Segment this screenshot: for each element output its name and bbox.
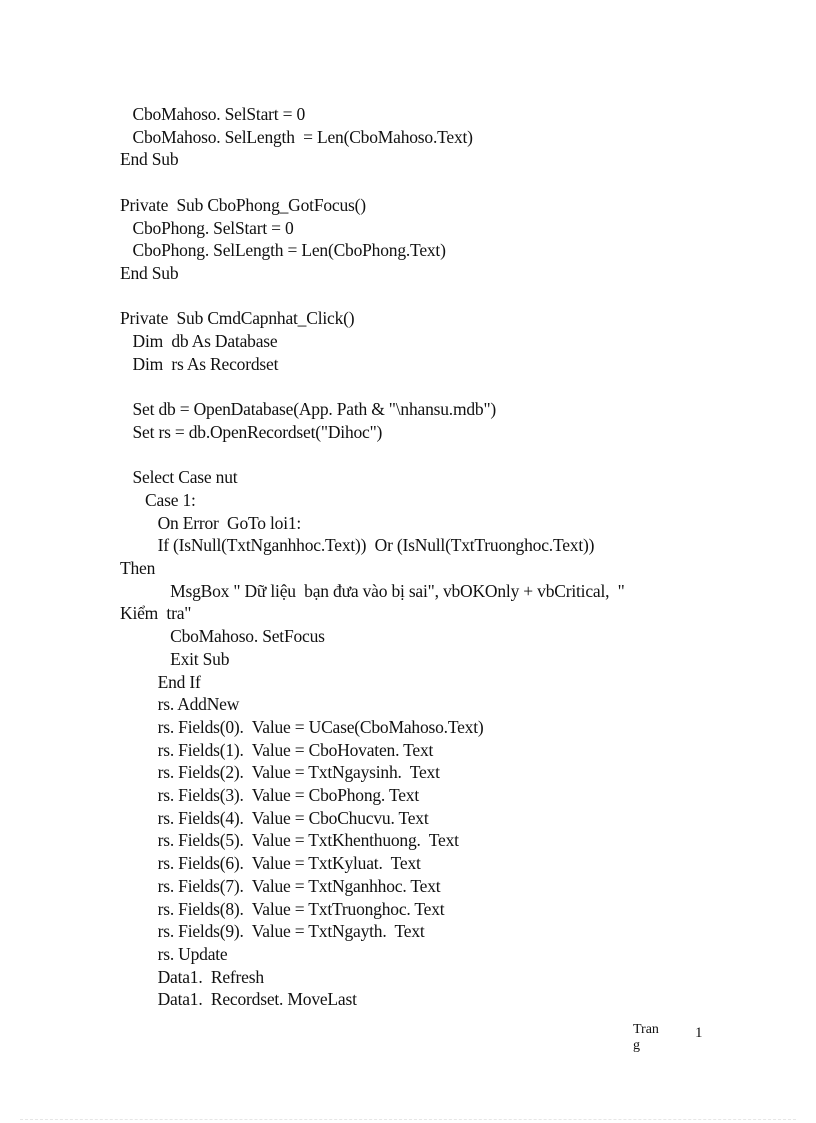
code-line: rs. Update bbox=[120, 944, 228, 964]
code-line: Private Sub CboPhong_GotFocus() bbox=[120, 195, 366, 215]
code-line: CboMahoso. SetFocus bbox=[120, 626, 325, 646]
page-bottom-divider bbox=[20, 1119, 796, 1120]
code-line: rs. Fields(1). Value = CboHovaten. Text bbox=[120, 740, 434, 760]
code-line: Exit Sub bbox=[120, 649, 230, 669]
code-line: rs. Fields(0). Value = UCase(CboMahoso.Text) bbox=[120, 717, 484, 737]
code-line: CboPhong. SelStart = 0 bbox=[120, 218, 294, 238]
code-line: If (IsNull(TxtNganhhoc.Text)) Or (IsNull(TxtTruonghoc.Text)) bbox=[120, 535, 595, 555]
footer-page-label: Trang bbox=[633, 1022, 659, 1053]
code-line: Dim rs As Recordset bbox=[120, 354, 279, 374]
code-line: rs. Fields(9). Value = TxtNgayth. Text bbox=[120, 921, 425, 941]
code-line: CboMahoso. SelLength = Len(CboMahoso.Text) bbox=[120, 127, 473, 147]
footer-page-number: 1 bbox=[695, 1025, 703, 1041]
code-line: Data1. Recordset. MoveLast bbox=[120, 989, 357, 1009]
code-line: Then bbox=[120, 558, 156, 578]
code-line: CboMahoso. SelStart = 0 bbox=[120, 104, 306, 124]
code-line: rs. Fields(3). Value = CboPhong. Text bbox=[120, 785, 420, 805]
code-line: rs. Fields(4). Value = CboChucvu. Text bbox=[120, 808, 429, 828]
code-line: Set db = OpenDatabase(App. Path & "\nhansu.mdb") bbox=[120, 399, 497, 419]
code-line: MsgBox " Dữ liệu bạn đưa vào bị sai", vbOKOnly + vbCritical, " bbox=[120, 581, 625, 601]
code-line: Case 1: bbox=[120, 490, 196, 510]
code-line: End Sub bbox=[120, 149, 179, 169]
code-line: rs. Fields(6). Value = TxtKyluat. Text bbox=[120, 853, 421, 873]
code-line: Set rs = db.OpenRecordset("Dihoc") bbox=[120, 422, 383, 442]
code-line: Dim db As Database bbox=[120, 331, 278, 351]
code-line: On Error GoTo loi1: bbox=[120, 513, 302, 533]
code-line: Private Sub CmdCapnhat_Click() bbox=[120, 308, 355, 328]
code-line: Data1. Refresh bbox=[120, 967, 264, 987]
code-line: End If bbox=[120, 672, 201, 692]
code-line: rs. Fields(7). Value = TxtNganhhoc. Text bbox=[120, 876, 441, 896]
code-line: CboPhong. SelLength = Len(CboPhong.Text) bbox=[120, 240, 446, 260]
code-line: rs. Fields(8). Value = TxtTruonghoc. Text bbox=[120, 899, 445, 919]
code-line: rs. Fields(2). Value = TxtNgaysinh. Text bbox=[120, 762, 440, 782]
code-line: rs. AddNew bbox=[120, 694, 240, 714]
code-line: End Sub bbox=[120, 263, 179, 283]
code-line: Kiểm tra" bbox=[120, 603, 192, 623]
code-line: Select Case nut bbox=[120, 467, 238, 487]
code-line: rs. Fields(5). Value = TxtKhenthuong. Text bbox=[120, 830, 459, 850]
